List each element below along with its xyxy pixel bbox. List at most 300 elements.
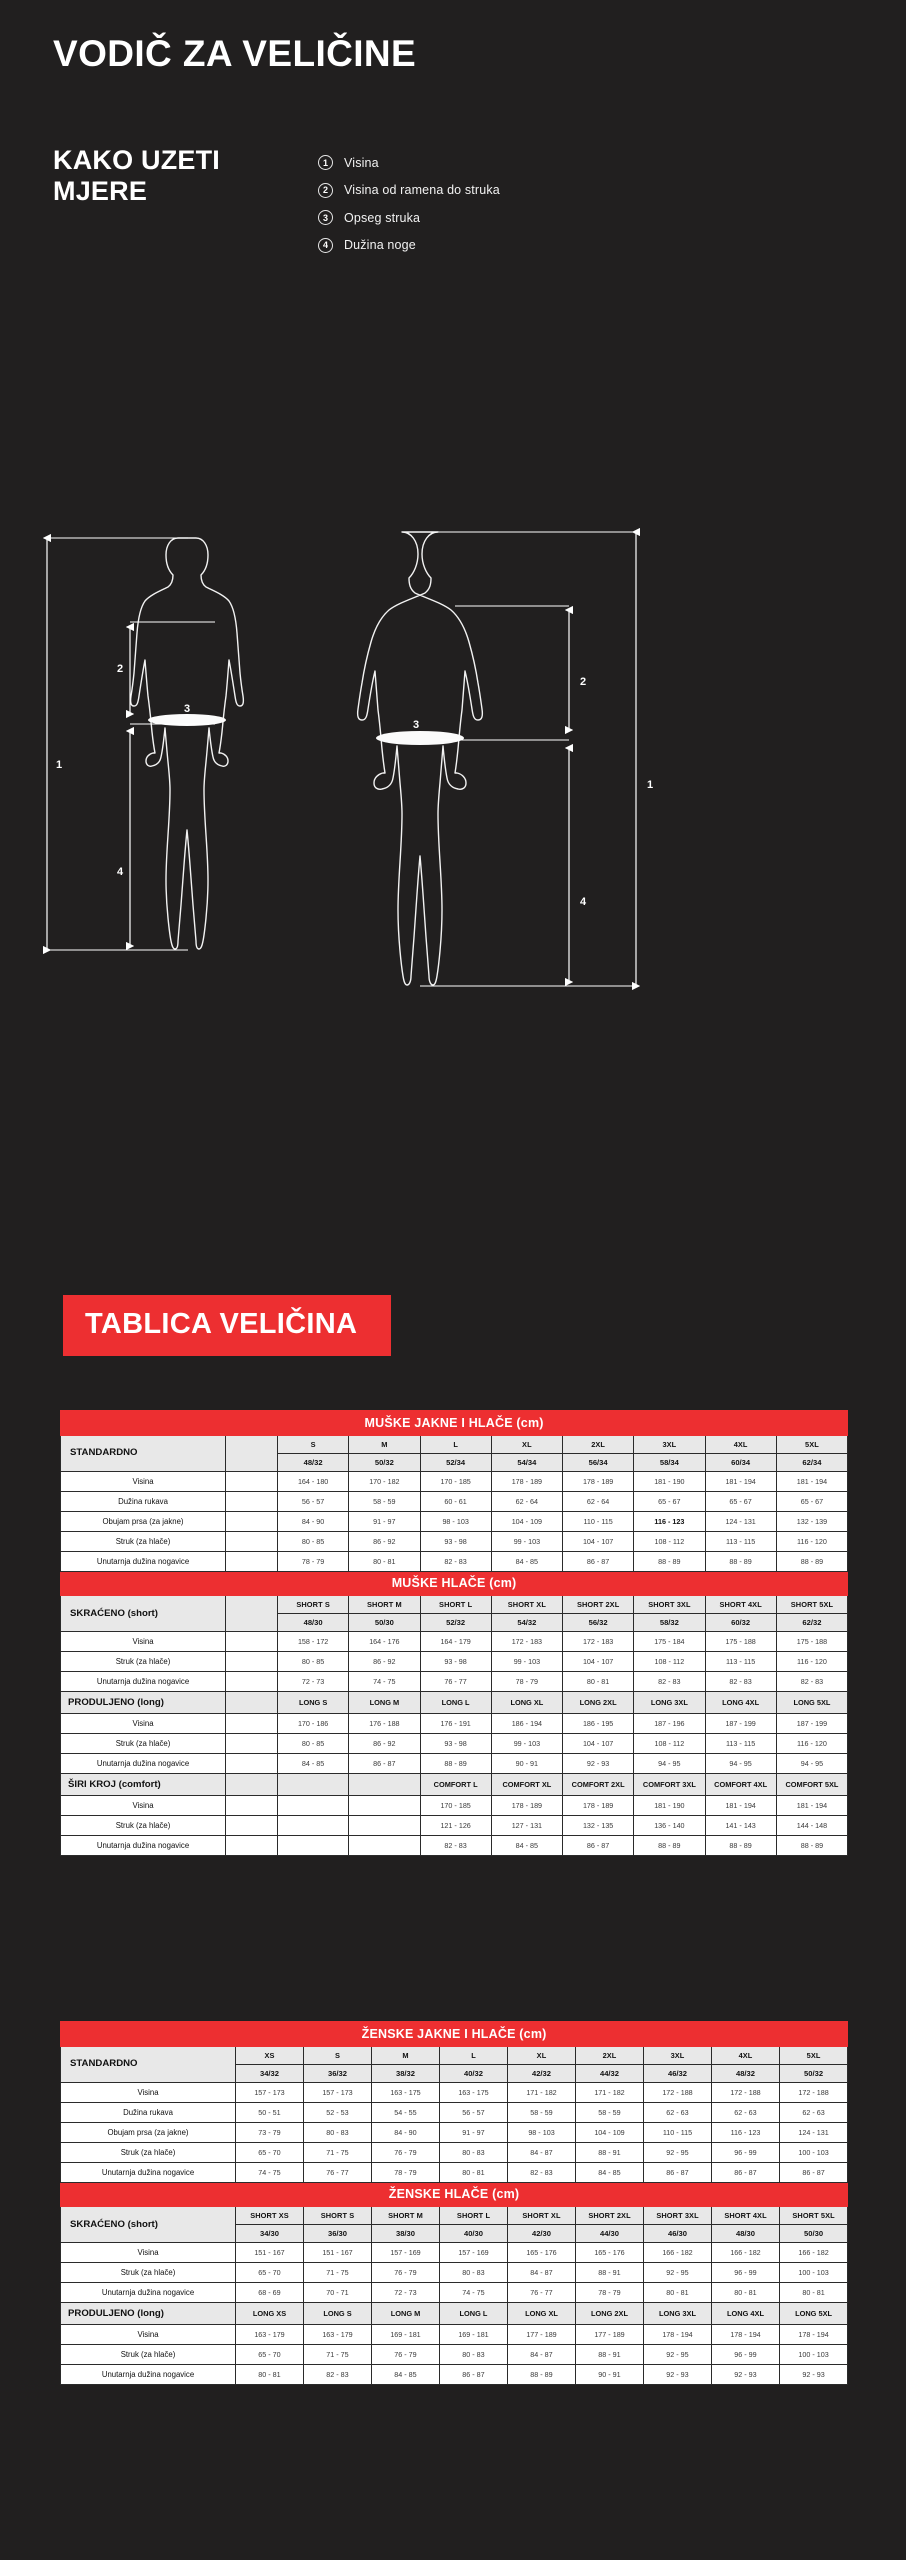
spacer-cell xyxy=(226,1692,278,1714)
measurement-value: 58 - 59 xyxy=(349,1491,420,1511)
data-row xyxy=(61,1531,848,1551)
measurement-value: 92 - 95 xyxy=(644,2345,712,2365)
measurement-value: 50 - 51 xyxy=(236,2102,304,2122)
size-header: XL xyxy=(508,2046,576,2064)
measurement-value: 92 - 93 xyxy=(563,1754,634,1774)
size-numeric-header: 38/32 xyxy=(372,2064,440,2082)
size-numeric-header: 60/32 xyxy=(705,1614,776,1632)
header-row xyxy=(61,1435,848,1453)
measurement-value: 170 - 185 xyxy=(420,1471,491,1491)
measurement-label: Unutarnja dužina nogavice xyxy=(61,2283,236,2303)
measurement-value: 78 - 79 xyxy=(278,1551,349,1571)
measurement-value: 84 - 85 xyxy=(491,1551,562,1571)
size-header: SHORT 4XL xyxy=(705,1596,776,1614)
size-header: SHORT 4XL xyxy=(712,2207,780,2225)
size-header: LONG L xyxy=(420,1692,491,1714)
measurement-value: 92 - 95 xyxy=(644,2263,712,2283)
measurement-value: 78 - 79 xyxy=(372,2162,440,2182)
section-banner-row xyxy=(61,2182,848,2207)
how-to-measure-section xyxy=(53,145,853,252)
data-row xyxy=(61,1632,848,1652)
spacer-cell xyxy=(226,1836,278,1856)
measurement-value: 88 - 89 xyxy=(634,1551,705,1571)
size-numeric-header: 46/32 xyxy=(644,2064,712,2082)
measurement-value: 58 - 59 xyxy=(576,2102,644,2122)
measurement-value: 113 - 115 xyxy=(705,1734,776,1754)
measurement-label: Unutarnja dužina nogavice xyxy=(61,2162,236,2182)
measurement-value: 178 - 189 xyxy=(491,1796,562,1816)
size-numeric-header: 36/30 xyxy=(304,2225,372,2243)
measurement-value: 169 - 181 xyxy=(440,2325,508,2345)
measurement-label: Unutarnja dužina nogavice xyxy=(61,1551,226,1571)
size-header: LONG XL xyxy=(491,1692,562,1714)
size-header: SHORT 5XL xyxy=(776,1596,847,1614)
womens-size-table xyxy=(60,2021,848,2385)
size-header xyxy=(278,1774,349,1796)
measurement-value: 172 - 188 xyxy=(780,2082,848,2102)
measurement-value: 116 - 123 xyxy=(634,1511,705,1531)
size-header: L xyxy=(420,1435,491,1453)
spacer-cell xyxy=(226,1435,278,1471)
measurement-value: 76 - 79 xyxy=(372,2263,440,2283)
size-header: COMFORT 5XL xyxy=(776,1774,847,1796)
measurement-label: Unutarnja dužina nogavice xyxy=(61,1754,226,1774)
data-row xyxy=(61,2345,848,2365)
measurement-value: 170 - 182 xyxy=(349,1471,420,1491)
measurement-value: 166 - 182 xyxy=(644,2243,712,2263)
section-banner-row xyxy=(61,1411,848,1436)
measurement-value: 92 - 93 xyxy=(644,2365,712,2385)
measurement-value: 113 - 115 xyxy=(705,1652,776,1672)
size-header: LONG 3XL xyxy=(644,2303,712,2325)
measurement-value: 56 - 57 xyxy=(440,2102,508,2122)
size-header: 5XL xyxy=(776,1435,847,1453)
size-numeric-header: 40/32 xyxy=(440,2064,508,2082)
measurement-value: 171 - 182 xyxy=(508,2082,576,2102)
measurement-label: Visina xyxy=(61,1714,226,1734)
measurement-label: Struk (za hlače) xyxy=(61,2345,236,2365)
measurement-value: 164 - 176 xyxy=(349,1632,420,1652)
size-header: LONG 3XL xyxy=(634,1692,705,1714)
size-header: SHORT S xyxy=(278,1596,349,1614)
measurement-value: 121 - 126 xyxy=(420,1816,491,1836)
measurement-value: 68 - 69 xyxy=(236,2283,304,2303)
measurement-value: 175 - 188 xyxy=(776,1632,847,1652)
measurement-value: 166 - 182 xyxy=(780,2243,848,2263)
section-banner: ŽENSKE JAKNE I HLAČE (cm) xyxy=(61,2022,848,2047)
size-numeric-header: 44/32 xyxy=(576,2064,644,2082)
measurement-value: 62 - 63 xyxy=(712,2102,780,2122)
measurement-value: 80 - 81 xyxy=(236,2365,304,2385)
standard-label: STANDARDNO xyxy=(61,1435,226,1471)
measurement-value: 93 - 98 xyxy=(420,1531,491,1551)
legend-number-icon: 4 xyxy=(318,238,333,253)
size-numeric-header: 48/32 xyxy=(278,1453,349,1471)
measurement-legend xyxy=(318,155,500,265)
data-row xyxy=(61,1754,848,1774)
measurement-value: 88 - 89 xyxy=(705,1836,776,1856)
size-header: SHORT M xyxy=(372,2207,440,2225)
how-to-measure-title: KAKO UZETI MJERE xyxy=(53,145,220,207)
measurement-value: 163 - 179 xyxy=(236,2325,304,2345)
size-header: COMFORT 2XL xyxy=(563,1774,634,1796)
measurement-value: 76 - 77 xyxy=(508,2283,576,2303)
measurement-value: 52 - 53 xyxy=(304,2102,372,2122)
measurement-value: 178 - 189 xyxy=(491,1471,562,1491)
size-header: L xyxy=(440,2046,508,2064)
measurement-value: 171 - 182 xyxy=(576,2082,644,2102)
measurement-value: 80 - 83 xyxy=(440,2263,508,2283)
measurement-value: 86 - 92 xyxy=(349,1531,420,1551)
size-header: S xyxy=(304,2046,372,2064)
measurement-value: 80 - 81 xyxy=(349,1551,420,1571)
measurement-value: 136 - 140 xyxy=(634,1816,705,1836)
size-header: LONG 2XL xyxy=(576,2303,644,2325)
measurement-value: 80 - 85 xyxy=(278,1531,349,1551)
size-header xyxy=(349,1774,420,1796)
header-row xyxy=(61,2303,848,2325)
measurement-value: 98 - 103 xyxy=(508,2122,576,2142)
measurement-value: 187 - 196 xyxy=(634,1714,705,1734)
measurement-value: 104 - 107 xyxy=(563,1531,634,1551)
size-numeric-header: 48/30 xyxy=(712,2225,780,2243)
size-numeric-header: 50/30 xyxy=(780,2225,848,2243)
figure-right-silhouette xyxy=(358,532,483,985)
measurement-value: 124 - 131 xyxy=(780,2122,848,2142)
spacer-cell xyxy=(226,1491,278,1511)
size-header: LONG 4XL xyxy=(705,1692,776,1714)
measurement-value: 94 - 95 xyxy=(634,1754,705,1774)
size-numeric-header: 56/34 xyxy=(563,1453,634,1471)
measurement-value: 88 - 89 xyxy=(508,2365,576,2385)
size-numeric-header: 50/32 xyxy=(780,2064,848,2082)
section-banner: MUŠKE HLAČE (cm) xyxy=(61,1571,848,1596)
measurement-value: 65 - 70 xyxy=(236,2345,304,2365)
legend-item xyxy=(318,155,500,170)
measurement-value: 86 - 87 xyxy=(349,1754,420,1774)
measurement-value: 116 - 120 xyxy=(776,1531,847,1551)
size-header: SHORT 3XL xyxy=(644,2207,712,2225)
size-numeric-header: 36/32 xyxy=(304,2064,372,2082)
measurement-value xyxy=(349,1836,420,1856)
legend-item xyxy=(318,238,500,253)
data-row xyxy=(61,2263,848,2283)
legend-number-icon: 2 xyxy=(318,183,333,198)
measurement-value: 82 - 83 xyxy=(634,1672,705,1692)
size-header: LONG 5XL xyxy=(780,2303,848,2325)
size-numeric-header: 34/30 xyxy=(236,2225,304,2243)
data-row xyxy=(61,2162,848,2182)
measurement-value: 116 - 120 xyxy=(776,1652,847,1672)
measurement-value: 132 - 139 xyxy=(776,1511,847,1531)
size-header: SHORT 2XL xyxy=(563,1596,634,1614)
data-row xyxy=(61,1714,848,1734)
spacer-cell xyxy=(226,1734,278,1754)
measurement-value: 163 - 175 xyxy=(372,2082,440,2102)
mens-size-table xyxy=(60,1410,848,1856)
measurement-value: 76 - 79 xyxy=(372,2345,440,2365)
measurement-value: 80 - 83 xyxy=(304,2122,372,2142)
measurement-value: 88 - 89 xyxy=(420,1754,491,1774)
long-label: PRODULJENO (long) xyxy=(61,2303,236,2325)
legend-number-icon: 3 xyxy=(318,210,333,225)
measurement-value: 72 - 73 xyxy=(278,1672,349,1692)
size-header: M xyxy=(372,2046,440,2064)
measurement-value: 144 - 148 xyxy=(776,1816,847,1836)
measurement-value xyxy=(349,1796,420,1816)
measurement-value: 181 - 194 xyxy=(776,1796,847,1816)
measurement-value: 124 - 131 xyxy=(705,1511,776,1531)
measurement-value: 82 - 83 xyxy=(776,1672,847,1692)
data-row xyxy=(61,2142,848,2162)
measurement-value: 116 - 120 xyxy=(776,1734,847,1754)
size-numeric-header: 46/30 xyxy=(644,2225,712,2243)
measurement-value: 178 - 194 xyxy=(780,2325,848,2345)
measurement-value: 93 - 98 xyxy=(420,1734,491,1754)
measurement-value: 104 - 107 xyxy=(563,1652,634,1672)
measurement-value: 84 - 85 xyxy=(278,1754,349,1774)
size-header: 2XL xyxy=(576,2046,644,2064)
measurement-value: 71 - 75 xyxy=(304,2142,372,2162)
measurement-value: 88 - 91 xyxy=(576,2345,644,2365)
measurement-value: 92 - 93 xyxy=(780,2365,848,2385)
measurement-value: 181 - 194 xyxy=(705,1796,776,1816)
measurement-value: 73 - 79 xyxy=(236,2122,304,2142)
measurement-label: Visina xyxy=(61,2082,236,2102)
spacer-cell xyxy=(226,1551,278,1571)
measurement-value: 84 - 90 xyxy=(372,2122,440,2142)
data-row xyxy=(61,2102,848,2122)
measurement-value: 176 - 191 xyxy=(420,1714,491,1734)
data-row xyxy=(61,1471,848,1491)
spacer-cell xyxy=(226,1632,278,1652)
measurement-value: 187 - 199 xyxy=(705,1714,776,1734)
measurement-value: 88 - 89 xyxy=(776,1836,847,1856)
data-row xyxy=(61,2122,848,2142)
measurement-value: 84 - 85 xyxy=(576,2162,644,2182)
measurement-value: 170 - 185 xyxy=(420,1796,491,1816)
measurement-value: 88 - 89 xyxy=(776,1551,847,1571)
size-numeric-header: 60/34 xyxy=(705,1453,776,1471)
measurement-value: 82 - 83 xyxy=(508,2162,576,2182)
measurement-label: Obujam prsa (za jakne) xyxy=(61,2122,236,2142)
body-measurement-diagram xyxy=(0,500,906,1060)
measurement-value: 54 - 55 xyxy=(372,2102,440,2122)
size-header: LONG S xyxy=(278,1692,349,1714)
size-header: SHORT XS xyxy=(236,2207,304,2225)
legend-label: Visina xyxy=(344,155,379,170)
size-header: 4XL xyxy=(705,1435,776,1453)
measurement-value: 177 - 189 xyxy=(508,2325,576,2345)
header-row xyxy=(61,1774,848,1796)
measurement-value: 93 - 98 xyxy=(420,1652,491,1672)
spacer-cell xyxy=(226,1774,278,1796)
size-header: SHORT M xyxy=(349,1596,420,1614)
measurement-label: Visina xyxy=(61,1796,226,1816)
measurement-label: Struk (za hlače) xyxy=(61,2142,236,2162)
spacer-cell xyxy=(226,1754,278,1774)
measurement-value: 86 - 87 xyxy=(644,2162,712,2182)
measurement-value: 62 - 63 xyxy=(780,2102,848,2122)
mens-size-table-block xyxy=(60,1410,847,1856)
section-banner: ŽENSKE HLAČE (cm) xyxy=(61,2182,848,2207)
spacer-cell xyxy=(226,1652,278,1672)
measurement-value: 172 - 188 xyxy=(644,2082,712,2102)
measurement-value: 65 - 70 xyxy=(236,2142,304,2162)
measurement-label: Unutarnja dužina nogavice xyxy=(61,1672,226,1692)
measurement-value: 178 - 189 xyxy=(563,1471,634,1491)
measurement-label: Struk (za hlače) xyxy=(61,1816,226,1836)
marker-3-label: 3 xyxy=(184,703,191,715)
measurement-value: 84 - 87 xyxy=(508,2142,576,2162)
size-header: LONG XS xyxy=(236,2303,304,2325)
data-row xyxy=(61,1491,848,1511)
measurement-value: 172 - 188 xyxy=(712,2082,780,2102)
measurement-value: 181 - 194 xyxy=(705,1471,776,1491)
size-numeric-header: 40/30 xyxy=(440,2225,508,2243)
data-row xyxy=(61,1551,848,1571)
long-label: PRODULJENO (long) xyxy=(61,1692,226,1714)
measurement-value: 71 - 75 xyxy=(304,2263,372,2283)
measurement-value: 104 - 109 xyxy=(491,1511,562,1531)
measurement-value: 158 - 172 xyxy=(278,1632,349,1652)
size-numeric-header: 58/32 xyxy=(634,1614,705,1632)
data-row xyxy=(61,2365,848,2385)
size-numeric-header: 58/34 xyxy=(634,1453,705,1471)
measurement-value xyxy=(278,1836,349,1856)
measurement-value: 76 - 77 xyxy=(304,2162,372,2182)
measurement-value: 62 - 64 xyxy=(491,1491,562,1511)
data-row xyxy=(61,1836,848,1856)
measurement-value: 82 - 83 xyxy=(304,2365,372,2385)
measurement-value: 116 - 123 xyxy=(712,2122,780,2142)
measurement-value: 100 - 103 xyxy=(780,2263,848,2283)
measurement-label: Struk (za hlače) xyxy=(61,2263,236,2283)
measurement-value: 84 - 90 xyxy=(278,1511,349,1531)
size-header: 2XL xyxy=(563,1435,634,1453)
measurement-value: 170 - 186 xyxy=(278,1714,349,1734)
measurement-value xyxy=(349,1816,420,1836)
measurement-value: 80 - 81 xyxy=(644,2283,712,2303)
size-numeric-header: 50/32 xyxy=(349,1453,420,1471)
measurement-value: 65 - 67 xyxy=(776,1491,847,1511)
size-header: SHORT 3XL xyxy=(634,1596,705,1614)
tablica-velicina-banner: TABLICA VELIČINA xyxy=(63,1295,391,1356)
measurement-value: 164 - 180 xyxy=(278,1471,349,1491)
size-header: 3XL xyxy=(644,2046,712,2064)
measurement-value: 178 - 194 xyxy=(712,2325,780,2345)
spacer-cell xyxy=(226,1714,278,1734)
measurement-value: 186 - 194 xyxy=(491,1714,562,1734)
data-row xyxy=(61,1734,848,1754)
measurement-value: 157 - 173 xyxy=(236,2082,304,2102)
measurement-value: 84 - 87 xyxy=(508,2345,576,2365)
figure-left-dimension-lines xyxy=(47,538,215,950)
size-header: SHORT S xyxy=(304,2207,372,2225)
measurement-value: 172 - 183 xyxy=(491,1632,562,1652)
size-header: SHORT L xyxy=(420,1596,491,1614)
measurement-value: 71 - 75 xyxy=(304,2345,372,2365)
size-header: XS xyxy=(236,2046,304,2064)
size-header: COMFORT L xyxy=(420,1774,491,1796)
measurement-value xyxy=(278,1816,349,1836)
measurement-value: 91 - 97 xyxy=(440,2122,508,2142)
measurement-value: 166 - 182 xyxy=(712,2243,780,2263)
data-row xyxy=(61,1511,848,1531)
measurement-value: 86 - 87 xyxy=(712,2162,780,2182)
measurement-value: 100 - 103 xyxy=(780,2345,848,2365)
marker-2-label: 2 xyxy=(117,663,124,675)
measurement-value: 65 - 70 xyxy=(236,2263,304,2283)
measurement-value: 60 - 61 xyxy=(420,1491,491,1511)
measurement-value: 76 - 77 xyxy=(420,1672,491,1692)
size-header: LONG L xyxy=(440,2303,508,2325)
data-row xyxy=(61,2325,848,2345)
measurement-value: 74 - 75 xyxy=(349,1672,420,1692)
size-numeric-header: 42/32 xyxy=(508,2064,576,2082)
spacer-cell xyxy=(226,1816,278,1836)
size-header: LONG M xyxy=(349,1692,420,1714)
size-header: SHORT L xyxy=(440,2207,508,2225)
measurement-label: Obujam prsa (za jakne) xyxy=(61,1511,226,1531)
measurement-value: 96 - 99 xyxy=(712,2142,780,2162)
size-header: COMFORT 4XL xyxy=(705,1774,776,1796)
measurement-value: 92 - 95 xyxy=(644,2142,712,2162)
measurement-value: 186 - 195 xyxy=(563,1714,634,1734)
measurement-value: 163 - 175 xyxy=(440,2082,508,2102)
measurement-value: 187 - 199 xyxy=(776,1714,847,1734)
size-header: SHORT XL xyxy=(508,2207,576,2225)
measurement-value: 82 - 83 xyxy=(420,1836,491,1856)
header-row xyxy=(61,1692,848,1714)
measurement-value: 157 - 169 xyxy=(372,2243,440,2263)
size-header: LONG 2XL xyxy=(563,1692,634,1714)
measurement-value: 86 - 92 xyxy=(349,1734,420,1754)
standard-label: STANDARDNO xyxy=(61,2046,236,2082)
comfort-label: ŠIRI KROJ (comfort) xyxy=(61,1774,226,1796)
measurement-value: 151 - 167 xyxy=(236,2243,304,2263)
header-row xyxy=(61,2207,848,2225)
measurement-value: 62 - 64 xyxy=(563,1491,634,1511)
measurement-value: 110 - 115 xyxy=(563,1511,634,1531)
measurement-value: 78 - 79 xyxy=(576,2283,644,2303)
measurement-value xyxy=(278,1796,349,1816)
short-label: SKRAĆENO (short) xyxy=(61,2207,236,2243)
size-numeric-header: 34/32 xyxy=(236,2064,304,2082)
size-header: LONG M xyxy=(372,2303,440,2325)
size-numeric-header: 42/30 xyxy=(508,2225,576,2243)
measurement-value: 82 - 83 xyxy=(705,1672,776,1692)
spacer-cell xyxy=(226,1471,278,1491)
measurement-value: 80 - 81 xyxy=(712,2283,780,2303)
measurement-value: 80 - 83 xyxy=(440,2345,508,2365)
size-numeric-header: 44/30 xyxy=(576,2225,644,2243)
measurement-value: 86 - 87 xyxy=(563,1551,634,1571)
size-numeric-header: 48/32 xyxy=(712,2064,780,2082)
legend-item xyxy=(318,183,500,198)
measurement-value: 175 - 184 xyxy=(634,1632,705,1652)
size-numeric-header: 62/34 xyxy=(776,1453,847,1471)
womens-size-table-block xyxy=(60,2021,847,2385)
measurement-value: 90 - 91 xyxy=(491,1754,562,1774)
measurement-label: Struk (za hlače) xyxy=(61,1531,226,1551)
size-header: LONG 5XL xyxy=(776,1692,847,1714)
measurement-value: 84 - 85 xyxy=(491,1836,562,1856)
measurement-label: Struk (za hlače) xyxy=(61,1652,226,1672)
measurement-label: Dužina rukava xyxy=(61,1491,226,1511)
spacer-cell xyxy=(226,1672,278,1692)
measurement-value: 80 - 83 xyxy=(440,2142,508,2162)
